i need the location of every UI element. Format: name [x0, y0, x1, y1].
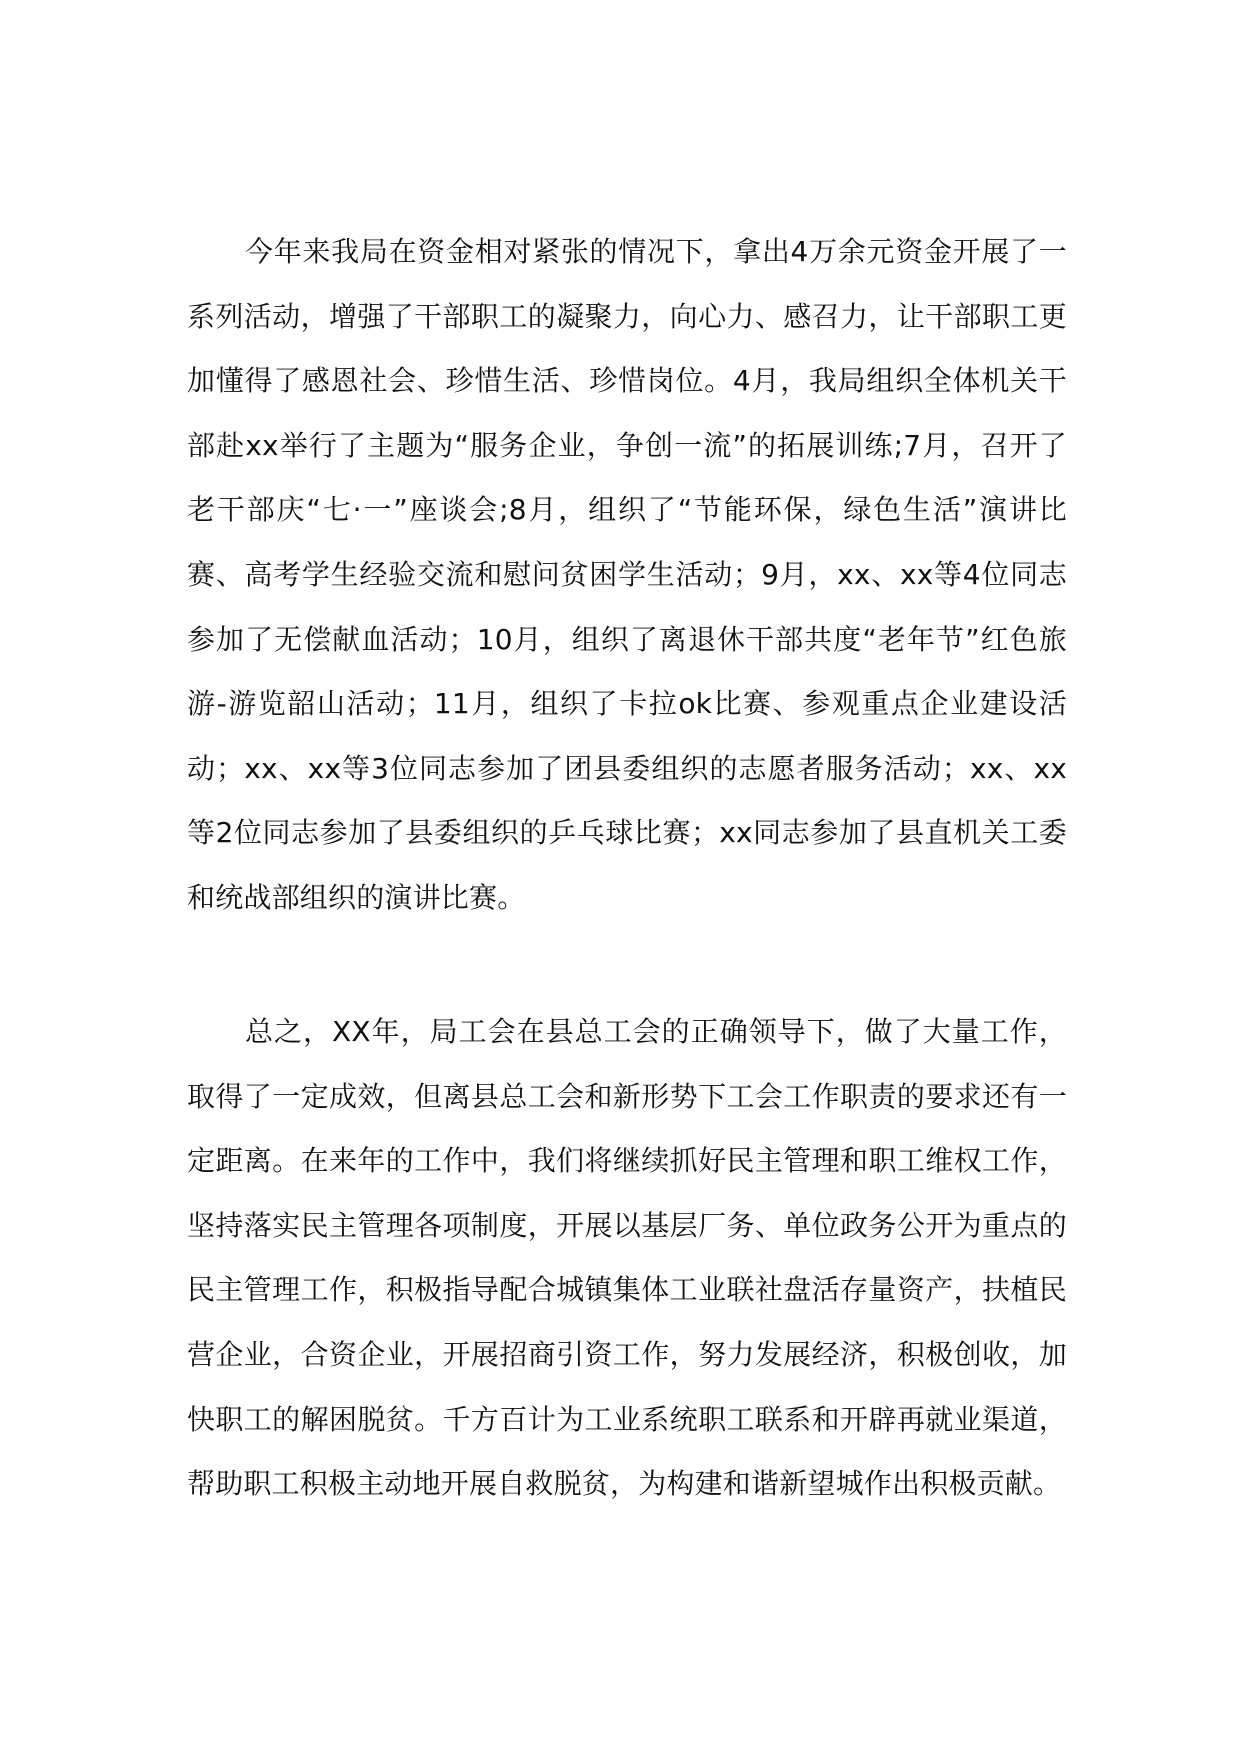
body-paragraph-summary: 总之，XX年，局工会在县总工会的正确领导下，做了大量工作，取得了一定成效，但离县总工会和新形势下工会工作职责的要求还有一定距离。在来年的工作中，我们将继续抓好民主管理和职工维权工作，坚持落实民主管理各项制度，开展以基层厂务、单位政务公开为重点的民主管理工作，积极指导配合城镇集体工业联社盘活存量资产，扶植民营企业，合资企业，开展招商引资工作，努力发展经济，积极创收，加快职工的解困脱贫。千方百计为工业系统职工联系和开辟再就业渠道，帮助职工积极主动地开展自救脱贫，为构建和谐新望城作出积极贡献。	[187, 1015, 1067, 1501]
body-paragraph-activities: 今年来我局在资金相对紧张的情况下，拿出4万余元资金开展了一系列活动，增强了干部职工的凝聚力，向心力、感召力，让干部职工更加懂得了感恩社会、珍惜生活、珍惜岗位。4月，我局组织全体机关干部赴xx举行了主题为“服务企业，争创一流”的拓展训练;7月，召开了老干部庆“七·一”座谈会;8月，组织了“节能环保，绿色生活”演讲比赛、高考学生经验交流和慰问贫困学生活动；9月，xx、xx等4位同志参加了无偿献血活动；10月，组织了离退休干部共度“老年节”红色旅游-游览韶山活动；11月，组织了卡拉ok比赛、参观重点企业建设活动；xx、xx等3位同志参加了团县委组织的志愿者服务活动；xx、xx等2位同志参加了县委组织的乒乓球比赛；xx同志参加了县直机关工委和统战部组织的演讲比赛。	[187, 235, 1067, 914]
